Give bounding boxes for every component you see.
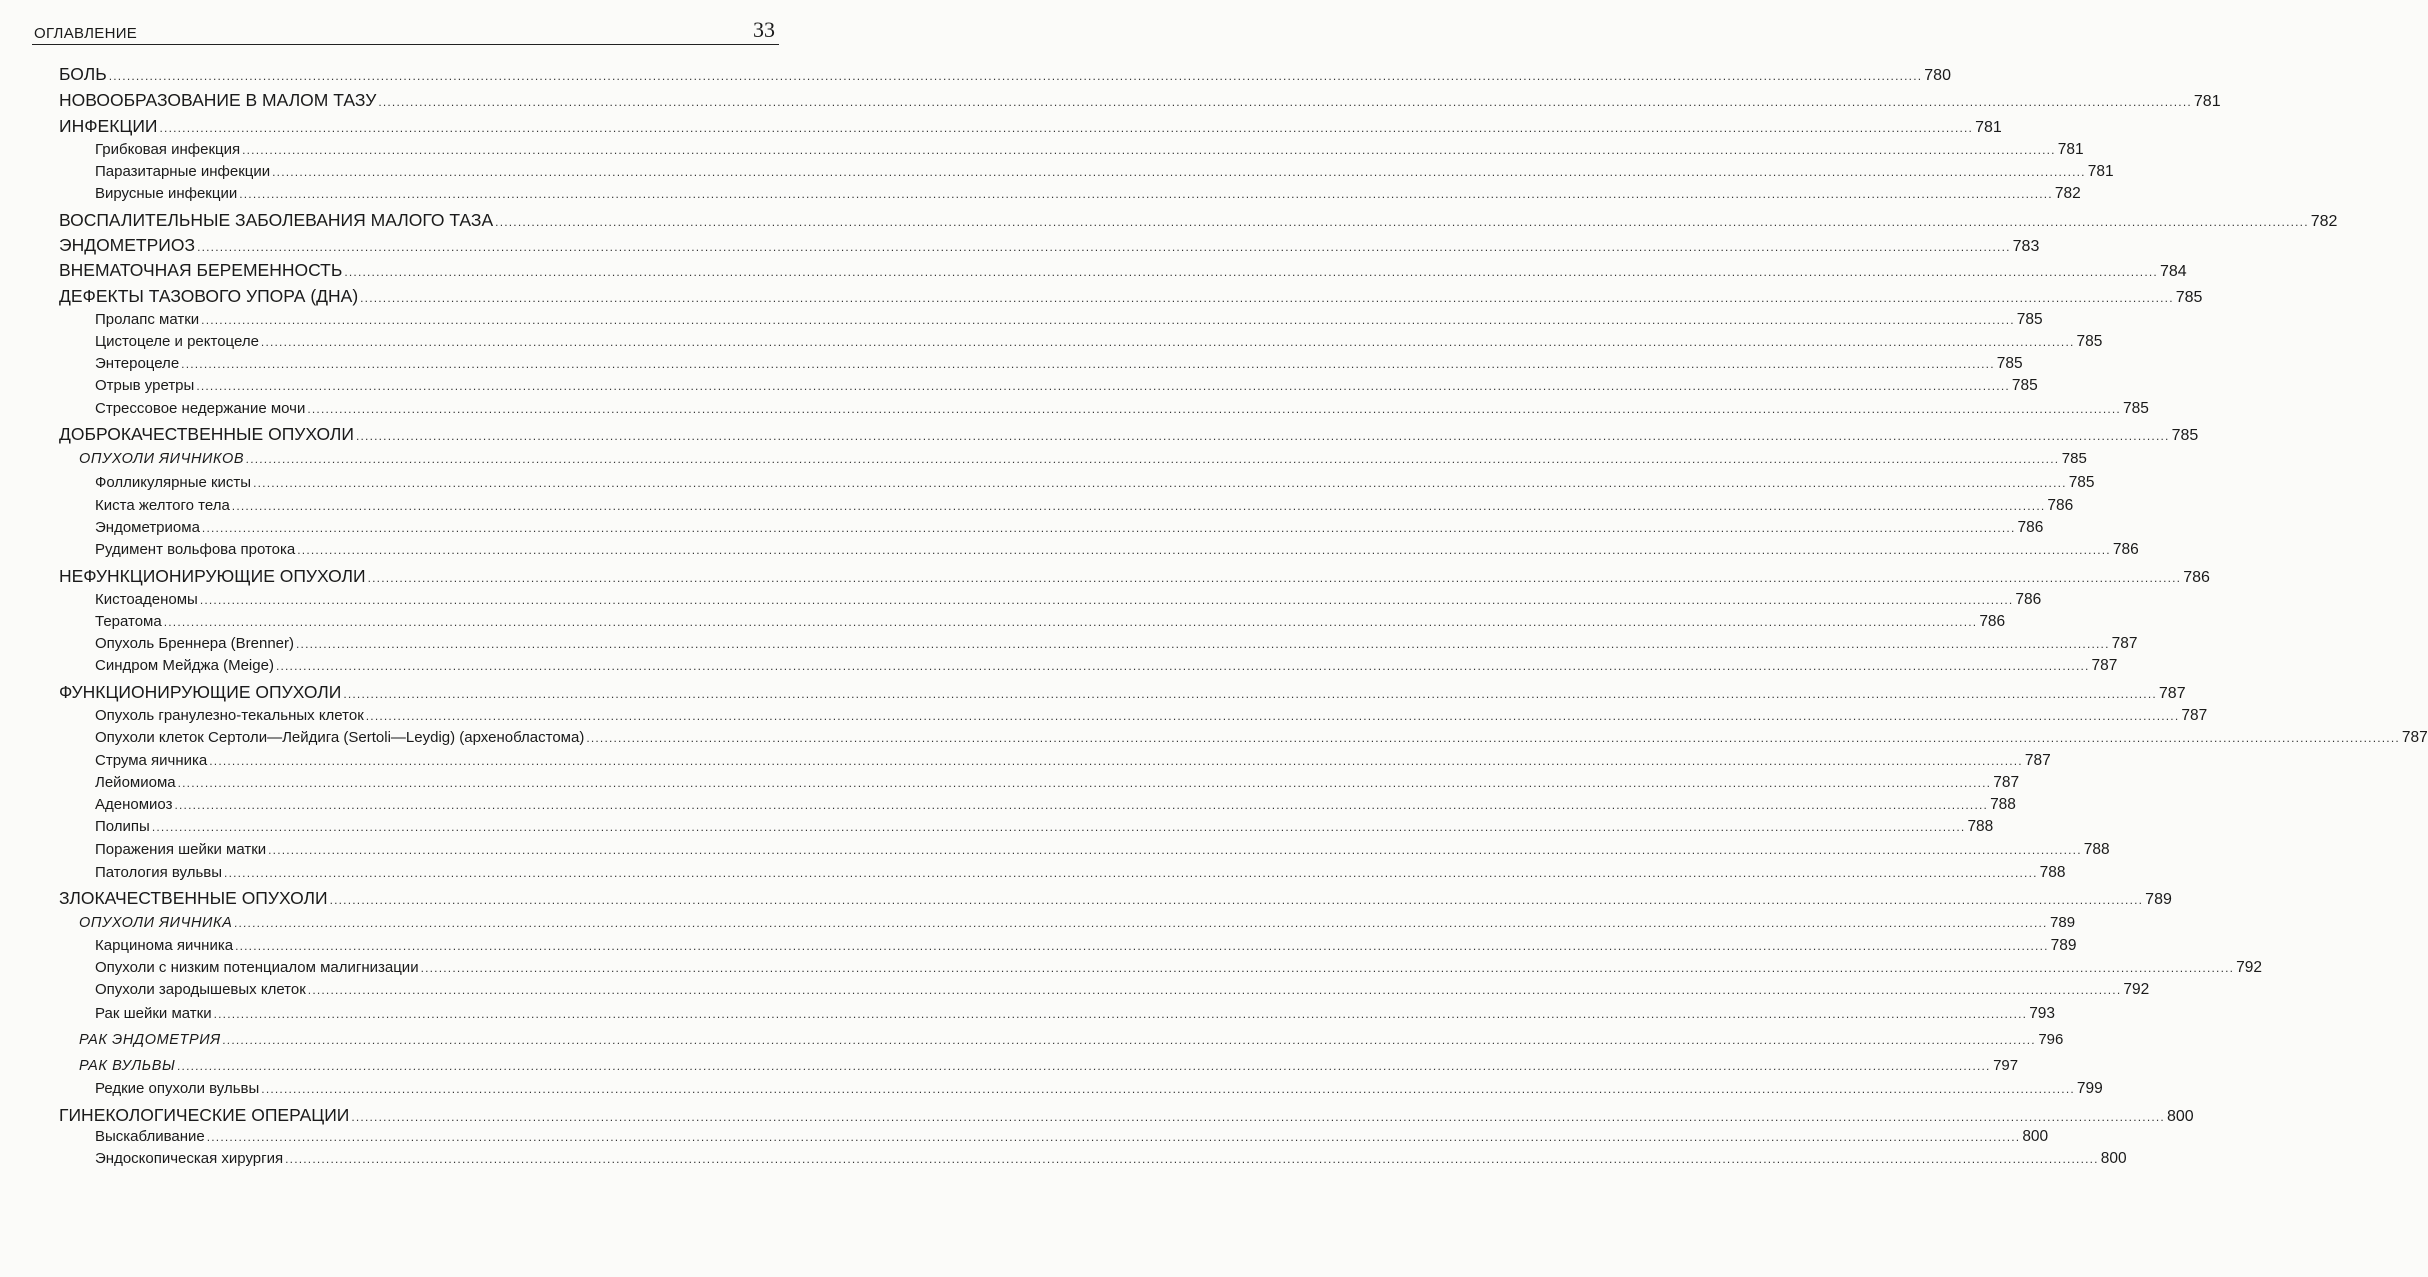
dot-leader: ................................................................................................................................................................................................................................................................................................................................................................................................................ — [239, 187, 2053, 201]
toc-entry-title: Энтероцеле — [95, 355, 180, 372]
toc-entry-title: Синдром Мейджа (Meige) — [95, 657, 274, 674]
toc-entry-title: Опухоль гранулезно-текальных клеток — [95, 707, 364, 724]
toc-entry-page: 782 — [2310, 213, 2338, 230]
dot-leader: ................................................................................................................................................................................................................................................................................................................................................................................................................ — [224, 866, 2038, 880]
dot-leader: ................................................................................................................................................................................................................................................................................................................................................................................................................ — [174, 798, 1989, 812]
toc-entry-title: Редкие опухоли вульвы — [95, 1080, 260, 1097]
toc-entry-page: 785 — [2171, 427, 2199, 444]
toc-entry — [95, 796, 2016, 814]
toc-entry-page: 792 — [2123, 981, 2150, 998]
dot-leader: ................................................................................................................................................................................................................................................................................................................................................................................................................ — [201, 521, 2016, 535]
dot-leader: ................................................................................................................................................................................................................................................................................................................................................................................................................ — [206, 1130, 2021, 1144]
dot-leader: ................................................................................................................................................................................................................................................................................................................................................................................................................ — [235, 939, 2049, 953]
toc-entry-page: 784 — [2159, 263, 2187, 280]
toc-entry — [95, 591, 2042, 609]
toc-entry-page: 786 — [2047, 497, 2074, 514]
toc-entry — [95, 613, 2006, 631]
toc-entry-page: 786 — [2017, 519, 2044, 536]
toc-entry-page: 800 — [2100, 1150, 2127, 1167]
toc-entry-title: Лейомиома — [95, 774, 176, 791]
dot-leader: ................................................................................................................................................................................................................................................................................................................................................................................................................ — [360, 291, 2174, 305]
toc-entry-page: 788 — [2039, 864, 2066, 881]
toc-entry-page: 786 — [2112, 541, 2139, 558]
dot-leader: ................................................................................................................................................................................................................................................................................................................................................................................................................ — [297, 543, 2111, 557]
toc-entry — [95, 981, 2150, 999]
toc-entry-title: Отрыв уретры — [95, 377, 195, 394]
dot-leader: ................................................................................................................................................................................................................................................................................................................................................................................................................ — [213, 1007, 2028, 1021]
dot-leader: ................................................................................................................................................................................................................................................................................................................................................................................................................ — [365, 709, 2180, 723]
dot-leader: ................................................................................................................................................................................................................................................................................................................................................................................................................ — [329, 893, 2144, 907]
toc-entry-page: 782 — [2054, 185, 2081, 202]
toc-entry-page: 788 — [1990, 796, 2016, 813]
toc-entry — [59, 286, 2203, 307]
toc-entry — [59, 210, 2338, 231]
dot-leader: ................................................................................................................................................................................................................................................................................................................................................................................................................ — [181, 357, 1995, 371]
toc-entry — [95, 707, 2208, 725]
toc-entry-page: 792 — [2236, 959, 2263, 976]
toc-entry-page: 781 — [2193, 93, 2221, 110]
dot-leader: ................................................................................................................................................................................................................................................................................................................................................................................................................ — [268, 843, 2082, 857]
toc-entry — [95, 185, 2081, 203]
dot-leader: ................................................................................................................................................................................................................................................................................................................................................................................................................ — [151, 820, 1966, 834]
toc-entry — [95, 729, 2428, 747]
dot-leader: ................................................................................................................................................................................................................................................................................................................................................................................................................ — [201, 313, 2015, 327]
toc-entry-title: Опухоли клеток Сертоли—Лейдига (Sertoli—Leydig) (архенобластома) — [95, 729, 585, 746]
toc-entry — [59, 888, 2172, 909]
toc-entry-title: Патология вульвы — [95, 864, 223, 881]
toc-entry — [59, 90, 2221, 111]
toc-entry-page: 787 — [2091, 657, 2118, 674]
dot-leader: ................................................................................................................................................................................................................................................................................................................................................................................................................ — [209, 754, 2023, 768]
dot-leader: ................................................................................................................................................................................................................................................................................................................................................................................................................ — [344, 265, 2158, 279]
toc-entry — [79, 450, 2087, 467]
dot-leader: ................................................................................................................................................................................................................................................................................................................................................................................................................ — [272, 165, 2086, 179]
toc-entry — [95, 400, 2149, 418]
toc-entry-title: НОВООБРАЗОВАНИЕ В МАЛОМ ТАЗУ — [59, 90, 377, 110]
dot-leader: ................................................................................................................................................................................................................................................................................................................................................................................................................ — [275, 659, 2090, 673]
toc-entry-title: Опухоль Бреннера (Brenner) — [95, 635, 295, 652]
toc-entry-title: РАК ЭНДОМЕТРИЯ — [79, 1032, 221, 1048]
toc-entry-page: 787 — [2111, 635, 2138, 652]
running-header — [32, 17, 779, 45]
toc-entry-page: 789 — [2145, 891, 2172, 908]
dot-leader: ................................................................................................................................................................................................................................................................................................................................................................................................................ — [242, 143, 2056, 157]
toc-entry — [95, 541, 2139, 559]
toc-entry-title: Рудимент вольфова протока — [95, 541, 296, 558]
toc-entry — [95, 474, 2095, 492]
dot-leader: ................................................................................................................................................................................................................................................................................................................................................................................................................ — [199, 593, 2014, 607]
toc-entry-page: 785 — [2175, 289, 2203, 306]
header-title: ОГЛАВЛЕНИЕ — [34, 25, 138, 42]
toc-entry — [95, 311, 2043, 329]
toc-entry-title: ДОБРОКАЧЕСТВЕННЫЕ ОПУХОЛИ — [59, 424, 354, 444]
toc-entry-title: Рак шейки матки — [95, 1005, 212, 1022]
toc-entry-title: Тератома — [95, 613, 162, 630]
toc-entry — [95, 959, 2263, 977]
dot-leader: ................................................................................................................................................................................................................................................................................................................................................................................................................ — [285, 1152, 2099, 1166]
toc-entry — [59, 424, 2199, 445]
toc-entry — [59, 116, 2002, 137]
toc-entry — [95, 163, 2114, 181]
toc-entry-title: ЗЛОКАЧЕСТВЕННЫЕ ОПУХОЛИ — [59, 888, 328, 908]
dot-leader: ................................................................................................................................................................................................................................................................................................................................................................................................................ — [296, 637, 2110, 651]
toc-entry — [95, 657, 2118, 675]
toc-entry-page: 785 — [2016, 311, 2043, 328]
toc-entry — [95, 635, 2138, 653]
dot-leader: ................................................................................................................................................................................................................................................................................................................................................................................................................ — [586, 731, 2400, 745]
toc-entry — [59, 260, 2187, 281]
toc-entry — [59, 64, 1951, 85]
toc-entry-page: 797 — [1993, 1057, 2019, 1074]
toc-entry — [95, 497, 2074, 515]
toc-entry-page: 781 — [1975, 119, 2002, 136]
toc-entry-title: Вирусные инфекции — [95, 185, 238, 202]
toc-entry-page: 793 — [2029, 1005, 2056, 1022]
toc-entry-page: 786 — [2015, 591, 2042, 608]
toc-entry — [95, 864, 2066, 882]
toc-entry-title: Струма яичника — [95, 752, 208, 769]
toc-entry — [95, 519, 2044, 537]
toc-entry-page: 785 — [2122, 400, 2149, 417]
toc-entry-page: 787 — [2158, 685, 2186, 702]
toc-entry — [95, 937, 2077, 955]
toc-entry — [95, 1080, 2103, 1098]
toc-entry-page: 785 — [2011, 377, 2038, 394]
toc-entry-page: 799 — [2076, 1080, 2103, 1097]
toc-entry-title: Эндоскопическая хирургия — [95, 1150, 284, 1167]
toc-entry — [95, 818, 1994, 836]
toc-entry-title: БОЛЬ — [59, 64, 107, 84]
toc-entry-title: Кистоаденомы — [95, 591, 198, 608]
toc-entry-page: 787 — [2401, 729, 2428, 746]
dot-leader: ................................................................................................................................................................................................................................................................................................................................................................................................................ — [197, 240, 2011, 254]
toc-entry-page: 800 — [2022, 1128, 2049, 1145]
toc-entry-page: 785 — [2068, 474, 2095, 491]
toc-entry-page: 781 — [2057, 141, 2084, 158]
toc-entry — [59, 1105, 2194, 1126]
toc-entry-page: 787 — [2024, 752, 2051, 769]
toc-entry-title: ВНЕМАТОЧНАЯ БЕРЕМЕННОСТЬ — [59, 260, 343, 280]
toc-entry-title: ОПУХОЛИ ЯИЧНИКА — [79, 915, 233, 931]
toc-entry-title: Опухоли зародышевых клеток — [95, 981, 306, 998]
toc-entry-title: Цистоцеле и ректоцеле — [95, 333, 259, 350]
toc-entry-page: 781 — [2087, 163, 2114, 180]
toc-entry-title: ОПУХОЛИ ЯИЧНИКОВ — [79, 451, 245, 467]
dot-leader: ................................................................................................................................................................................................................................................................................................................................................................................................................ — [246, 452, 2060, 466]
toc-entry-title: Аденомиоз — [95, 796, 173, 813]
toc-entry-page: 796 — [2038, 1031, 2064, 1048]
toc-entry — [79, 1031, 2064, 1048]
dot-leader: ................................................................................................................................................................................................................................................................................................................................................................................................................ — [231, 499, 2046, 513]
dot-leader: ................................................................................................................................................................................................................................................................................................................................................................................................................ — [378, 95, 2192, 109]
toc-entry-title: Пролапс матки — [95, 311, 200, 328]
toc-entry-title: РАК ВУЛЬВЫ — [79, 1058, 176, 1074]
toc-entry-title: НЕФУНКЦИОНИРУЮЩИЕ ОПУХОЛИ — [59, 566, 366, 586]
dot-leader: ................................................................................................................................................................................................................................................................................................................................................................................................................ — [307, 983, 2122, 997]
dot-leader: ................................................................................................................................................................................................................................................................................................................................................................................................................ — [495, 215, 2309, 229]
toc-entry — [79, 914, 2076, 931]
dot-leader: ................................................................................................................................................................................................................................................................................................................................................................................................................ — [260, 335, 2075, 349]
toc-entry-page: 789 — [2050, 914, 2076, 931]
dot-leader: ................................................................................................................................................................................................................................................................................................................................................................................................................ — [261, 1082, 2075, 1096]
toc-entry-title: Фолликулярные кисты — [95, 474, 252, 491]
toc-entry-title: ФУНКЦИОНИРУЮЩИЕ ОПУХОЛИ — [59, 682, 342, 702]
toc-entry-title: Паразитарные инфекции — [95, 163, 271, 180]
toc-entry-page: 787 — [2181, 707, 2208, 724]
toc-entry — [95, 841, 2110, 859]
toc-entry — [59, 235, 2040, 256]
toc-entry-title: ИНФЕКЦИИ — [59, 116, 158, 136]
toc-entry — [79, 1057, 2019, 1074]
toc-entry-page: 787 — [1993, 774, 2020, 791]
header-page-number: 33 — [753, 17, 775, 42]
toc-entry-title: Поражения шейки матки — [95, 841, 267, 858]
dot-leader: ................................................................................................................................................................................................................................................................................................................................................................................................................ — [159, 121, 1974, 135]
toc-entry-title: ВОСПАЛИТЕЛЬНЫЕ ЗАБОЛЕВАНИЯ МАЛОГО ТАЗА — [59, 210, 494, 230]
dot-leader: ................................................................................................................................................................................................................................................................................................................................................................................................................ — [163, 615, 1978, 629]
toc-entry-title: Выскабливание — [95, 1128, 205, 1145]
dot-leader: ................................................................................................................................................................................................................................................................................................................................................................................................................ — [222, 1033, 2037, 1047]
toc-entry-page: 785 — [1996, 355, 2023, 372]
toc-entry — [95, 752, 2051, 770]
dot-leader: ................................................................................................................................................................................................................................................................................................................................................................................................................ — [351, 1110, 2165, 1124]
toc-entry — [95, 774, 2020, 792]
toc-entry — [95, 1005, 2056, 1023]
toc-entry-page: 785 — [2076, 333, 2103, 350]
toc-entry — [59, 682, 2186, 703]
toc-entry — [95, 377, 2038, 395]
toc-entry — [95, 333, 2103, 351]
toc-entry — [95, 1150, 2127, 1168]
toc-entry-page: 800 — [2166, 1108, 2194, 1125]
toc-entry-page: 788 — [1967, 818, 1994, 835]
toc-entry-title: Грибковая инфекция — [95, 141, 241, 158]
toc-entry-title: Киста желтого тела — [95, 497, 230, 514]
toc-entry-page: 780 — [1924, 67, 1951, 84]
toc-entry-title: Полипы — [95, 818, 150, 835]
dot-leader: ................................................................................................................................................................................................................................................................................................................................................................................................................ — [420, 961, 2235, 975]
toc-entry-title: Опухоли с низким потенциалом малигнизации — [95, 959, 419, 976]
toc-entry-title: ГИНЕКОЛОГИЧЕСКИЕ ОПЕРАЦИИ — [59, 1105, 350, 1125]
toc-entry-title: Карцинома яичника — [95, 937, 234, 954]
toc-entry — [95, 355, 2023, 373]
toc-entry — [95, 141, 2084, 159]
dot-leader: ................................................................................................................................................................................................................................................................................................................................................................................................................ — [307, 402, 2121, 416]
toc-entry-page: 789 — [2050, 937, 2077, 954]
toc-entry-title: Стрессовое недержание мочи — [95, 400, 306, 417]
dot-leader: ................................................................................................................................................................................................................................................................................................................................................................................................................ — [108, 69, 1923, 83]
toc-entry-page: 786 — [1979, 613, 2006, 630]
dot-leader: ................................................................................................................................................................................................................................................................................................................................................................................................................ — [177, 1059, 1992, 1073]
toc-entry-page: 786 — [2183, 569, 2210, 586]
dot-leader: ................................................................................................................................................................................................................................................................................................................................................................................................................ — [253, 476, 2067, 490]
dot-leader: ................................................................................................................................................................................................................................................................................................................................................................................................................ — [343, 687, 2157, 701]
dot-leader: ................................................................................................................................................................................................................................................................................................................................................................................................................ — [234, 916, 2049, 930]
toc-entry-title: ДЕФЕКТЫ ТАЗОВОГО УПОРА (ДНА) — [59, 286, 359, 306]
toc-entry-title: Эндометриома — [95, 519, 200, 536]
toc-entry — [95, 1128, 2049, 1146]
toc-entry-page: 783 — [2012, 238, 2040, 255]
toc-entry-title: ЭНДОМЕТРИОЗ — [59, 235, 196, 255]
toc-entry-page: 785 — [2061, 450, 2087, 467]
dot-leader: ................................................................................................................................................................................................................................................................................................................................................................................................................ — [367, 571, 2182, 585]
dot-leader: ................................................................................................................................................................................................................................................................................................................................................................................................................ — [355, 429, 2170, 443]
toc-entry — [59, 566, 2210, 587]
dot-leader: ................................................................................................................................................................................................................................................................................................................................................................................................................ — [177, 776, 1992, 790]
toc-entry-page: 788 — [2083, 841, 2110, 858]
dot-leader: ................................................................................................................................................................................................................................................................................................................................................................................................................ — [196, 379, 2010, 393]
